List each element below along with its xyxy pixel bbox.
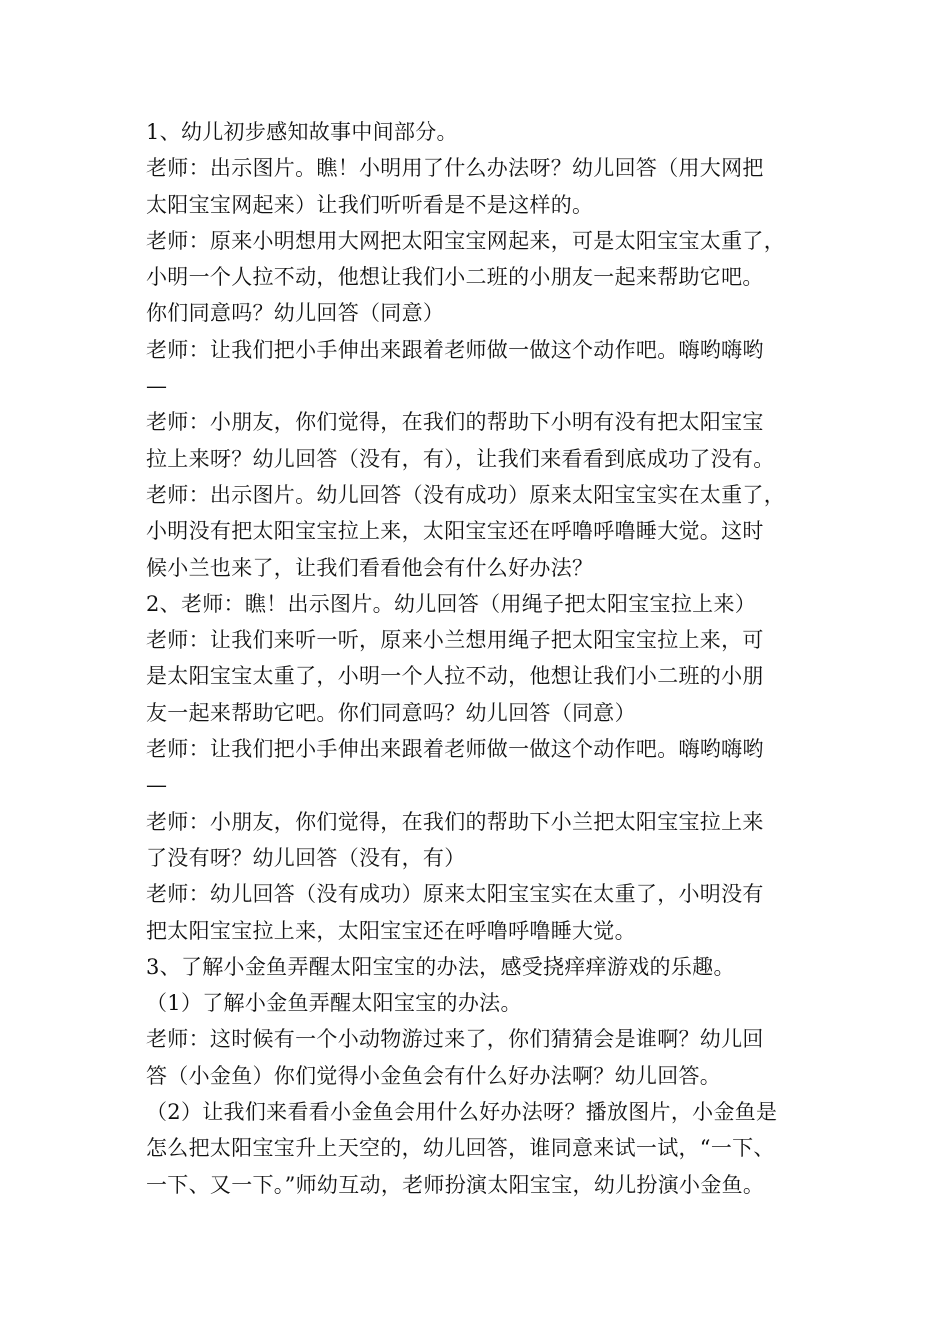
text-line: 小明一个人拉不动，他想让我们小二班的小朋友一起来帮助它吧。: [146, 265, 764, 290]
text-line: —: [146, 773, 168, 798]
text-line: 老师：让我们把小手伸出来跟着老师做一做这个动作吧。嗨哟嗨哟: [146, 737, 764, 762]
text-line: 候小兰也来了，让我们看看他会有什么好办法？: [146, 555, 594, 580]
text-line: 老师：出示图片。瞧！小明用了什么办法呀？幼儿回答（用大网把: [146, 156, 764, 181]
text-line: （2）让我们来看看小金鱼会用什么好办法呀？播放图片，小金鱼是: [146, 1100, 778, 1125]
text-line: 老师：小朋友，你们觉得，在我们的帮助下小兰把太阳宝宝拉上来: [146, 809, 764, 834]
text-line: 是太阳宝宝太重了，小明一个人拉不动，他想让我们小二班的小朋: [146, 664, 764, 689]
text-line: （1）了解小金鱼弄醒太阳宝宝的办法。: [146, 991, 522, 1016]
text-line: 老师：让我们把小手伸出来跟着老师做一做这个动作吧。嗨哟嗨哟: [146, 337, 764, 362]
text-line: 友一起来帮助它吧。你们同意吗？幼儿回答（同意）: [146, 700, 636, 725]
text-line: 一下、又一下。”师幼互动，老师扮演太阳宝宝，幼儿扮演小金鱼。: [146, 1172, 765, 1197]
document-body: [146, 114, 826, 1203]
text-line: 老师：让我们来听一听，原来小兰想用绳子把太阳宝宝拉上来，可: [146, 628, 764, 653]
text-line: 把太阳宝宝拉上来，太阳宝宝还在呼噜呼噜睡大觉。: [146, 918, 636, 943]
text-line: 怎么把太阳宝宝升上天空的，幼儿回答，谁同意来试一试，“一下、: [146, 1136, 775, 1161]
text-line: 小明没有把太阳宝宝拉上来，太阳宝宝还在呼噜呼噜睡大觉。这时: [146, 519, 764, 544]
text-line: 老师：小朋友，你们觉得，在我们的帮助下小明有没有把太阳宝宝: [146, 410, 764, 435]
text-line: 太阳宝宝网起来）让我们听听看是不是这样的。: [146, 192, 594, 217]
text-line: 答（小金鱼）你们觉得小金鱼会有什么好办法啊？幼儿回答。: [146, 1063, 722, 1088]
text-line: 老师：幼儿回答（没有成功）原来太阳宝宝实在太重了，小明没有: [146, 882, 764, 907]
text-line: 老师：原来小明想用大网把太阳宝宝网起来，可是太阳宝宝太重了，: [146, 228, 785, 253]
text-line: 老师：出示图片。幼儿回答（没有成功）原来太阳宝宝实在太重了，: [146, 482, 785, 507]
text-line: 老师：这时候有一个小动物游过来了，你们猜猜会是谁啊？幼儿回: [146, 1027, 764, 1052]
text-line: —: [146, 374, 168, 399]
text-line: 了没有呀？幼儿回答（没有，有）: [146, 845, 466, 870]
text-line: 你们同意吗？幼儿回答（同意）: [146, 301, 445, 326]
text-line: 拉上来呀？幼儿回答（没有，有），让我们来看看到底成功了没有。: [146, 446, 775, 471]
text-line: 3、了解小金鱼弄醒太阳宝宝的办法，感受挠痒痒游戏的乐趣。: [146, 954, 735, 979]
text-line: 2、老师：瞧！出示图片。幼儿回答（用绳子把太阳宝宝拉上来）: [146, 591, 757, 616]
text-line: 1、幼儿初步感知故事中间部分。: [146, 120, 458, 144]
